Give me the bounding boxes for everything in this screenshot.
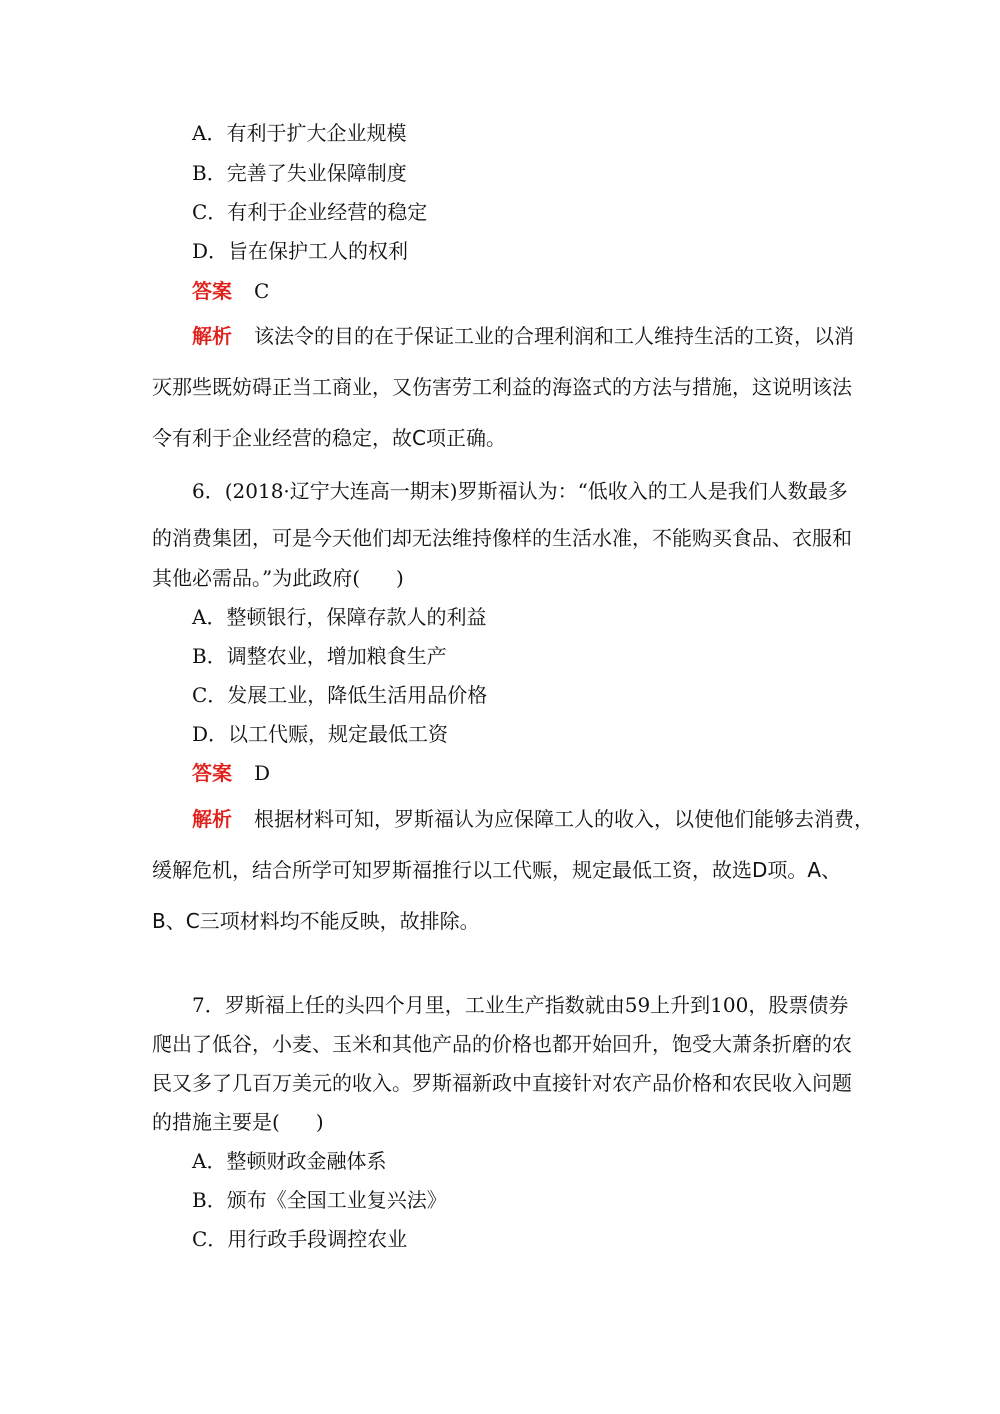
q7-stem-line-2: 爬出了低谷，小麦、玉米和其他产品的价格也都开始回升，饱受大萧条折磨的农 (152, 1032, 852, 1056)
q6-option-c: C．发展工业，降低生活用品价格 (192, 683, 488, 707)
answer-label: 答案 (192, 279, 232, 303)
q5-explanation-line-2: 灭那些既妨碍正当工商业，又伤害劳工利益的海盗式的方法与措施，这说明该法 (152, 375, 852, 399)
q5-option-d: D．旨在保护工人的权利 (192, 239, 409, 263)
q6-explanation-line-2: 缓解危机，结合所学可知罗斯福推行以工代赈，规定最低工资，故选D项。A、 (152, 858, 842, 882)
q6-explanation-line-1: 解析 根据材料可知，罗斯福认为应保障工人的收入，以使他们能够去消费， (192, 807, 874, 831)
q7-option-a: A．整顿财政金融体系 (192, 1149, 387, 1173)
q6-option-a: A．整顿银行，保障存款人的利益 (192, 605, 487, 629)
explanation-label: 解析 (192, 324, 232, 348)
q5-explanation-line-1: 解析 该法令的目的在于保证工业的合理利润和工人维持生活的工资，以消 (192, 324, 854, 348)
q6-stem-line-1: 6．(2018·辽宁大连高一期末)罗斯福认为：“低收入的工人是我们人数最多 (192, 479, 848, 503)
q5-option-c: C．有利于企业经营的稳定 (192, 200, 428, 224)
q7-stem-line-1: 7．罗斯福上任的头四个月里，工业生产指数就由59上升到100，股票债券 (192, 993, 849, 1017)
q5-option-a: A．有利于扩大企业规模 (192, 121, 407, 145)
q5-explanation-line-3: 令有利于企业经营的稳定，故C项正确。 (152, 426, 506, 450)
q7-stem-line-4: 的措施主要是( ) (152, 1110, 324, 1134)
explanation-label: 解析 (192, 807, 232, 831)
answer-label: 答案 (192, 761, 232, 785)
q6-answer (192, 760, 270, 786)
q7-stem-line-3: 民又多了几百万美元的收入。罗斯福新政中直接针对农产品价格和农民收入问题 (152, 1071, 852, 1095)
q6-stem-line-3: 其他必需品。”为此政府( ) (152, 566, 404, 590)
q6-explanation-line-3: B、C三项材料均不能反映，故排除。 (152, 909, 480, 933)
q6-stem-line-2: 的消费集团，可是今天他们却无法维持像样的生活水准，不能购买食品、衣服和 (152, 526, 852, 550)
q7-option-c: C．用行政手段调控农业 (192, 1227, 408, 1251)
q6-option-d: D．以工代赈，规定最低工资 (192, 722, 449, 746)
q5-option-b: B．完善了失业保障制度 (192, 161, 407, 185)
answer-value: C (254, 279, 270, 303)
answer-value: D (254, 761, 271, 785)
q6-option-b: B．调整农业，增加粮食生产 (192, 644, 447, 668)
q7-option-b: B．颁布《全国工业复兴法》 (192, 1188, 447, 1212)
q5-answer (192, 278, 269, 304)
